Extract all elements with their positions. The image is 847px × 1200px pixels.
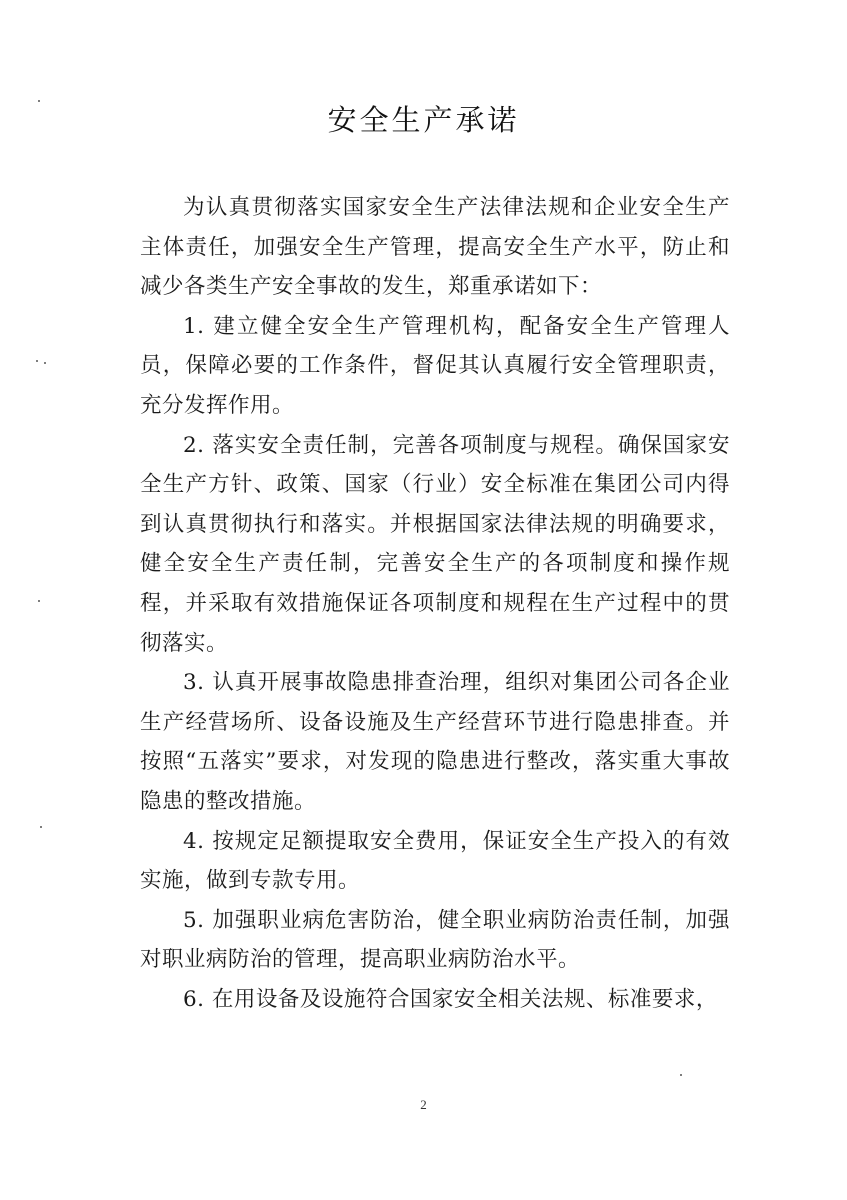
scan-speck	[38, 100, 40, 102]
commitment-item-1: 1. 建立健全安全生产管理机构，配备安全生产管理人员，保障必要的工作条件，督促其认真履行安全管理职责，充分发挥作用。	[140, 313, 730, 418]
scan-speck	[38, 600, 40, 602]
page-number: 2	[420, 1097, 427, 1112]
scan-speck	[44, 362, 46, 364]
document-body	[140, 188, 730, 1019]
document-title: 安全生产承诺	[327, 103, 520, 137]
scan-speck	[40, 826, 42, 828]
commitment-item-4: 4. 按规定足额提取安全费用，保证安全生产投入的有效实施，做到专款专用。	[140, 828, 730, 894]
scan-speck	[680, 1074, 682, 1076]
intro-paragraph: 为认真贯彻落实国家安全生产法律法规和企业安全生产主体责任，加强安全生产管理，提高安全生产水平，防止和减少各类生产安全事故的发生，郑重承诺如下：	[140, 195, 730, 300]
commitment-item-6: 6. 在用设备及设施符合国家安全相关法规、标准要求，	[183, 986, 718, 1012]
commitment-item-2: 2. 落实安全责任制，完善各项制度与规程。确保国家安全生产方针、政策、国家（行业）安全标准在集团公司内得到认真贯彻执行和落实。并根据国家法律法规的明确要求，健全安全生产责任制，完善安全生产的各项制度和操作规程，并采取有效措施保证各项制度和规程在生产过程中的贯彻落实。	[140, 432, 730, 656]
scan-speck	[36, 360, 38, 362]
commitment-item-3: 3. 认真开展事故隐患排查治理，组织对集团公司各企业生产经营场所、设备设施及生产经营环节进行隐患排查。并按照“五落实”要求，对发现的隐患进行整改，落实重大事故隐患的整改措施。	[140, 670, 730, 814]
commitment-item-5: 5. 加强职业病危害防治，健全职业病防治责任制，加强对职业病防治的管理，提高职业病防治水平。	[140, 907, 730, 973]
